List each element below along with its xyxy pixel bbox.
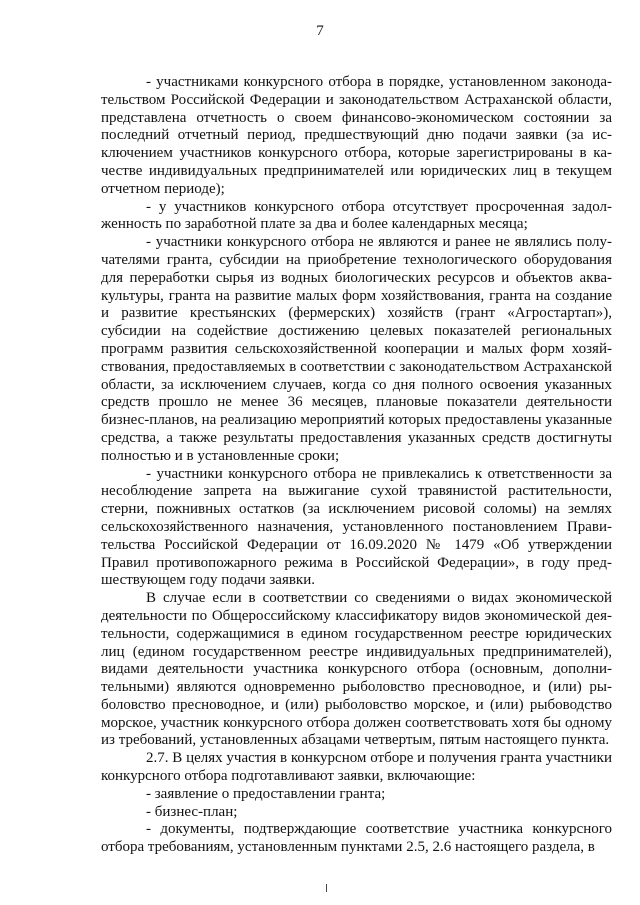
paragraph-section-2-7: 2.7. В целях участия в конкурсном отборе и получения гранта участники конкурсного отбора подготавливают заявки, включающие: bbox=[101, 750, 612, 785]
list-item-business-plan: - бизнес-план; bbox=[146, 803, 238, 820]
paragraph-no-wage-arrears: - у участников конкурсного отбора отсутствует просроченная задолженность по заработной плате за два и более календарных месяца; bbox=[101, 198, 612, 233]
scan-mark bbox=[326, 884, 327, 892]
paragraph-no-burning-liability: - участники конкурсного отбора не привлекались к ответственности за несоблюдение запрета на выжигание сухой травянистой растительности, стерни, пожнивных остатков (за исключением рисовой соломы) на землях сельскохозяйственного назначения, установленного постановлением Правительства Российской Федерации от 16.09.2020 № 1479 «Об утверждении Правил противопожарного режима в Российской Федерации», в году предшествующем году подачи заявки. bbox=[101, 465, 612, 589]
page-number: 7 bbox=[316, 23, 324, 39]
list-item-compliance-documents: - документы, подтверждающие соответствие участника конкурсного отбора требованиям, установленным пунктами 2.5, 2.6 настоящего раздела, в bbox=[101, 821, 612, 856]
document-body bbox=[101, 74, 612, 857]
paragraph-report-submitted: - участниками конкурсного отбора в порядке, установленном законодательством Российской Федерации и законодательством Астраханской области, представлена отчетность о своем финансово-экономическом состоянии за последний отчетный период, предшествующий дню подачи заявки (за исключением участников конкурсного отбора, которые зарегистрированы в качестве индивидуальных предпринимателей или юридических лиц в текущем отчетном периоде); bbox=[101, 74, 612, 197]
paragraph-not-previous-recipients: - участники конкурсного отбора не являются и ранее не являлись получателями гранта, субсидии на приобретение технологического оборудования для переработки сырья из водных биологических ресурсов и объектов аквакультуры, гранта на развитие малых форм хозяйствования, гранта на создание и развитие крестьянских (фермерских) хозяйств (грант «Агростартап»), субсидии на содействие достижению целевых показателей региональных программ развития сельскохозяйственной кооперации и малых форм хозяйствования, предоставляемых в соответствии с законодательством Астраханской области, за исключением случаев, когда со дня полного освоения указанных средств прошло не менее 36 месяцев, плановые показатели деятельности бизнес-планов, на реализацию мероприятий которых предоставлены указанные средства, а также результаты предоставления указанных средств достигнуты полностью и в установленные сроки; bbox=[101, 234, 612, 464]
list-item-grant-application: - заявление о предоставлении гранта; bbox=[146, 785, 386, 802]
paragraph-fishery-activities: В случае если в соответствии со сведениями о видах экономической деятельности по Общероссийскому классификатору видов экономической деятельности, содержащимися в едином государственном реестре юридических лиц (едином государственном реестре индивидуальных предпринимателей), видами деятельности участника конкурсного отбора (основным, дополнительными) являются одновременно рыболовство пресноводное, и (или) рыболовство пресноводное, и (или) рыболовство морское, и (или) рыбоводство морское, участник конкурсного отбора должен соответствовать хотя бы одному из требований, установленных абзацами четвертым, пятым настоящего пункта. bbox=[101, 590, 612, 749]
